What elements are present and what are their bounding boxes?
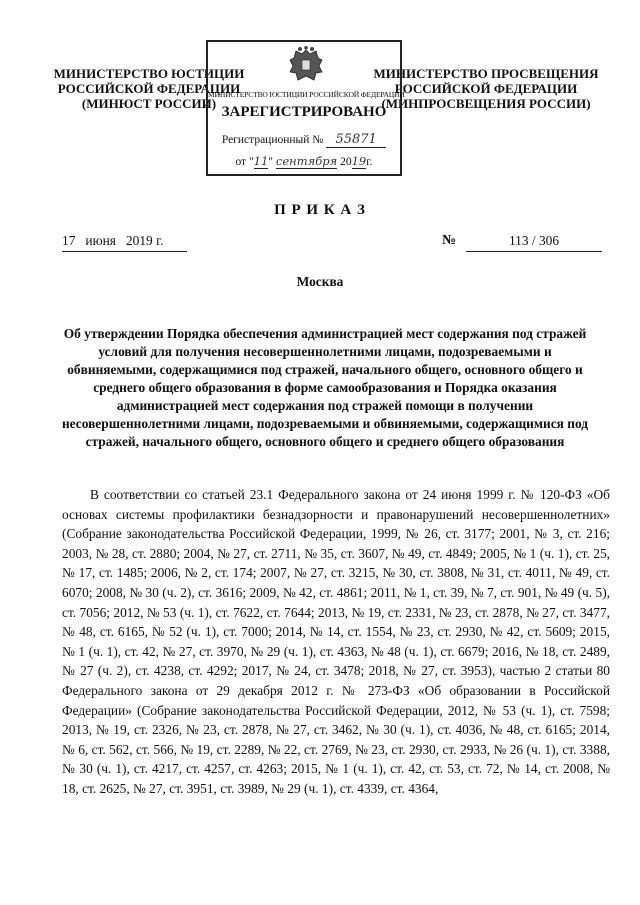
right-ministry-line3: (МИНПРОСВЕЩЕНИЯ РОССИИ) xyxy=(381,96,591,111)
left-ministry-line3: (МИНЮСТ РОССИИ) xyxy=(81,96,217,111)
coat-of-arms-icon xyxy=(288,46,324,86)
document-title: Об утверждении Порядка обеспечения администрацией мест содержания под стражей условий для получения несовершеннолетними лицами, подозреваемыми и обвиняемыми, содержащимися под стражей, начального общего, основного общего и среднего общего образования в форме самообразования и Порядка оказания администрацией мест содержания под стражей помощи в получении несовершеннолетними лицами, подозреваемыми и обвиняемыми, содержащимися под стражей, начального общего, основного общего и среднего общего образования xyxy=(61,326,589,449)
order-date: 17 июня 2019 г. xyxy=(62,233,187,252)
right-ministry-line1: МИНИСТЕРСТВО ПРОСВЕЩЕНИЯ xyxy=(373,66,599,81)
left-ministry-line2: РОССИЙСКОЙ ФЕДЕРАЦИИ xyxy=(57,81,241,96)
stamp-reg-label: Регистрационный № xyxy=(221,134,324,146)
registration-stamp xyxy=(206,40,405,176)
stamp-reg-number: 55871 xyxy=(326,132,386,148)
body-paragraph: В соответствии со статьей 23.1 Федерального закона от 24 июня 1999 г. № 120-ФЗ «Об основах системы профилактики безнадзорности и правонарушений несовершеннолетних» (Собрание законодательства Российской Федерации, 1999, № 26, ст. 3177; 2001, № 3, ст. 216; 2003, № 28, ст. 2880; 2004, № 27, ст. 2711, № 35, ст. 3607, № 49, ст. 4849; 2005, № 1 (ч. 1), ст. 25, № 17, ст. 1485; 2006, № 2, ст. 174; 2007, № 27, ст. 3215, № 30, ст. 3808, № 31, ст. 4011, № 49, ст. 6070; 2008, № 30 (ч. 2), ст. 3616; 2009, № 42, ст. 4861; 2011, № 1, ст. 39, № 7, ст. 901, № 49 (ч. 5), ст. 7056; 2012, № 53 (ч. 1), ст. 7622, ст. 7644; 2013, № 19, ст. 2331, № 23, ст. 2878, № 27, ст. 3477, № 48, ст. 6165, № 52 (ч. 1), ст. 7000; 2014, № 14, ст. 1554, № 23, ст. 2930, № 42, ст. 5609; 2015, № 1 (ч. 1), ст. 42, № 27, ст. 3970, № 29 (ч. 1), ст. 4363, № 48 (ч. 1), ст. 6679; 2016, № 18, ст. 2489, № 27 (ч. 2), ст. 4238, ст. 4292; 2017, № 24, ст. 3478; 2018, № 27, ст. 3953), частью 2 статьи 80 Федерального закона от 29 декабря 2012 г. № 273-ФЗ «Об образовании в Российской Федерации» (Собрание законодательства Российской Федерации, 2012, № 53 (ч. 1), ст. 7598; 2013, № 19, ст. 2326, № 23, ст. 2878, № 27, ст. 3462, № 30 (ч. 1), ст. 4036, № 48, ст. 6165; 2014, № 6, ст. 562, ст. 566, № 19, ст. 2289, № 22, ст. 2769, № 23, ст. 2930, ст. 2933, № 26 (ч. 1), ст. 3388, № 30 (ч. 1), ст. 4217, ст. 4257, ст. 4263; 2015, № 1 (ч. 1), ст. 42, ст. 53, ст. 72, № 14, ст. 2008, № 18, ст. 2625, № 27, ст. 3951, ст. 3989, № 29 (ч. 1), ст. 4339, ст. 4364, xyxy=(62,487,610,796)
order-number-label: № xyxy=(442,233,457,248)
stamp-date-year-prefix: 20 xyxy=(340,156,352,168)
stamp-date-month: сентября xyxy=(275,154,338,168)
city: Москва xyxy=(296,274,344,289)
stamp-date-suffix: г. xyxy=(366,156,373,168)
stamp-reg-line xyxy=(208,132,400,148)
stamp-date-mid: " xyxy=(268,156,273,168)
stamp-date-day: 11 xyxy=(253,154,269,168)
stamp-date-year: 19 xyxy=(351,154,367,168)
document-type: П Р И К А З xyxy=(274,202,366,218)
stamp-status: ЗАРЕГИСТРИРОВАНО xyxy=(221,104,387,120)
document-body xyxy=(62,485,610,799)
order-number: 113 / 306 xyxy=(466,233,602,252)
stamp-header: МИНИСТЕРСТВО ЮСТИЦИИ РОССИЙСКОЙ ФЕДЕРАЦИИ xyxy=(208,90,405,99)
stamp-date-prefix: от " xyxy=(235,156,254,168)
stamp-date-line xyxy=(208,154,400,169)
right-ministry-line2: РОССИЙСКОЙ ФЕДЕРАЦИИ xyxy=(394,81,578,96)
left-ministry-line1: МИНИСТЕРСТВО ЮСТИЦИИ xyxy=(53,66,245,81)
right-ministry-header xyxy=(368,66,604,111)
